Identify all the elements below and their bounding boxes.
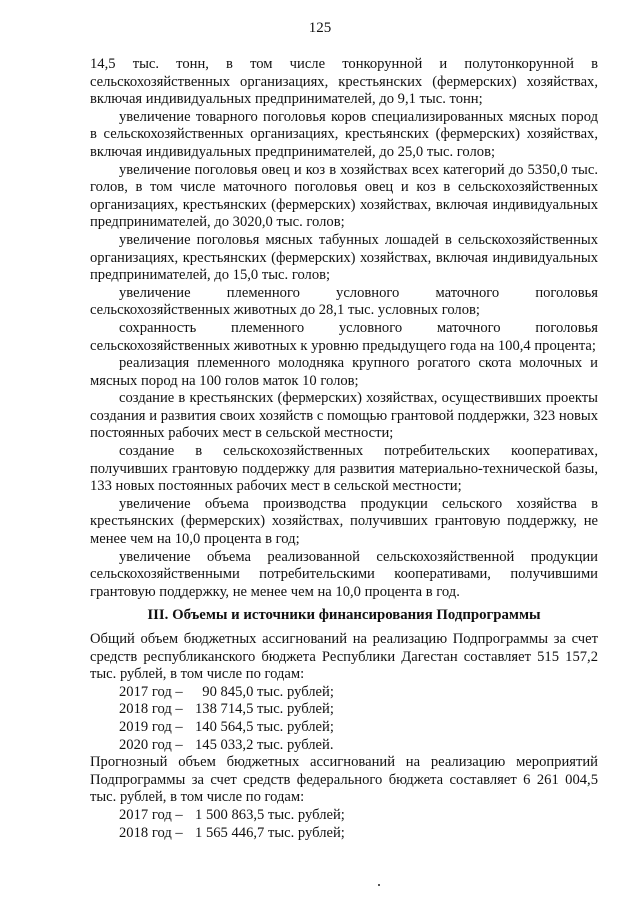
paragraph: реализация племенного молодняка крупного рогатого скота молочных и мясных пород на 100 голов маток 10 голов; [90,355,598,389]
paragraph: увеличение поголовья овец и коз в хозяйствах всех категорий до 5350,0 тыс. голов, в том числе маточного поголовья овец и коз в сельскохозяйственных организациях, крестьянских (фермерских) хозяйствах, включая индивидуальных предпринимателей, до 3020,0 тыс. голов; [90,161,598,231]
paragraph: увеличение объема производства продукции сельского хозяйства в крестьянских (фермерских) хозяйствах, получивших грантовую поддержку, не менее чем на 10,0 процента в год; [90,495,598,548]
paragraph: увеличение объема реализованной сельскохозяйственной продукции сельскохозяйственными потребительскими кооперативами, получившими грантовую поддержку, не менее чем на 10,0 процента в год. [90,548,598,600]
paragraph: создание в крестьянских (фермерских) хозяйствах, осуществивших проекты создания и развития своих хозяйств с помощью грантовой поддержки, 323 новых постоянных рабочих мест в сельской местности; [90,390,598,442]
federal-budget-row [90,825,598,843]
regional-budget-intro: Общий объем бюджетных ассигнований на реализацию Подпрограммы за счет средств республиканского бюджета Республики Дагестан составляет 515 157,2 тыс. рублей, в том числе по годам: [90,631,598,683]
amount-value: 145 033,2 тыс. рублей. [195,736,334,753]
amount-value: 138 714,5 тыс. рублей; [195,701,334,718]
year-label: 2018 год – [119,701,183,718]
page-content [90,56,598,842]
federal-budget-row [90,807,598,825]
year-label: 2018 год – [119,824,183,841]
year-label: 2017 год – [119,683,183,700]
paragraph: создание в сельскохозяйственных потребительских кооперативах, получивших грантовую поддержку для развития материально-технической базы, 133 новых постоянных рабочих мест в сельской местности; [90,443,598,495]
paragraph: увеличение племенного условного маточного поголовья сельскохозяйственных животных до 28,1 тыс. условных голов; [90,284,598,319]
paragraph: 14,5 тыс. тонн, в том числе тонкорунной и полутонкорунной в сельскохозяйственных организациях, крестьянских (фермерских) хозяйствах, включая индивидуальных предпринимателей, до 9,1 тыс. тонн; [90,56,598,108]
year-label: 2020 год – [119,736,183,753]
amount-value: 1 565 446,7 тыс. рублей; [195,824,345,841]
amount-value: 1 500 863,5 тыс. рублей; [195,806,345,823]
year-label: 2019 год – [119,718,183,735]
amount-value: 140 564,5 тыс. рублей; [195,718,334,735]
scan-speck [378,884,380,886]
page-number: 125 [308,20,332,36]
regional-budget-row [90,701,598,719]
paragraph: увеличение товарного поголовья коров специализированных мясных пород в сельскохозяйственных организациях, крестьянских (фермерских) хозяйствах, включая индивидуальных предпринимателей, до 25,0 тыс. голов; [90,108,598,160]
section-heading: III. Объемы и источники финансирования Подпрограммы [147,607,541,624]
regional-budget-row [90,737,598,755]
federal-budget-intro: Прогнозный объем бюджетных ассигнований на реализацию мероприятий Подпрограммы за счет средств федерального бюджета составляет 6 261 004,5 тыс. рублей, в том числе по годам: [90,754,598,806]
regional-budget-row [90,719,598,737]
regional-budget-row [90,684,598,702]
paragraph: сохранность племенного условного маточного поголовья сельскохозяйственных животных к уровню предыдущего года на 100,4 процента; [90,319,598,354]
paragraph: увеличение поголовья мясных табунных лошадей в сельскохозяйственных организациях, крестьянских (фермерских) хозяйствах, включая индивидуальных предпринимателей, до 15,0 тыс. голов; [90,231,598,284]
year-label: 2017 год – [119,806,183,823]
amount-value: 90 845,0 тыс. рублей; [195,683,334,700]
